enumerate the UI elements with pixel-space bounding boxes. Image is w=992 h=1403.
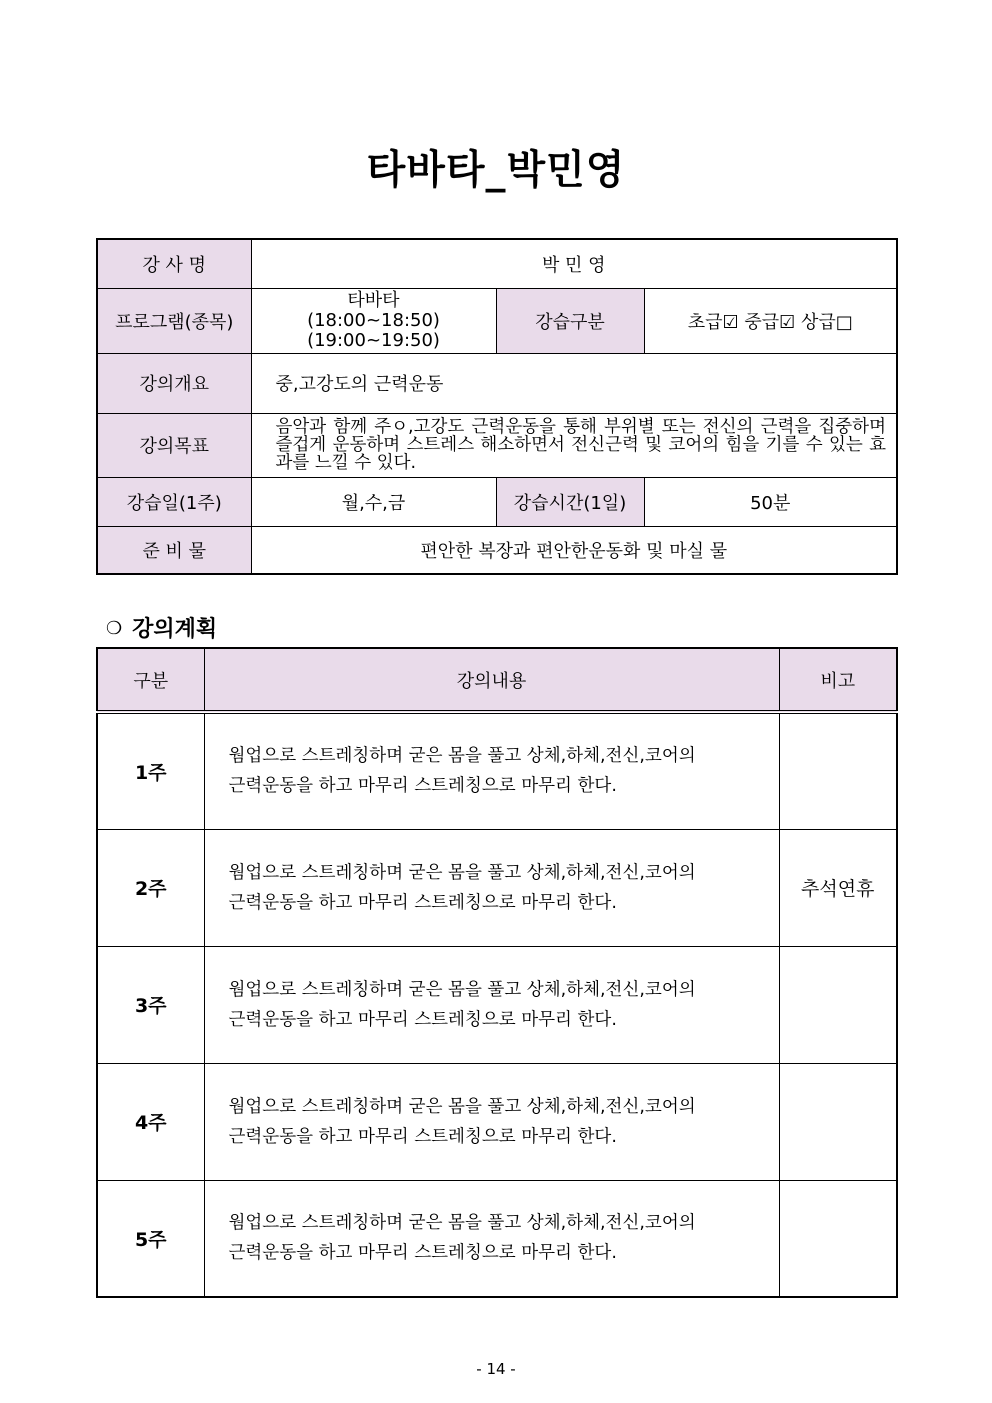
- duration-value: 50분: [644, 477, 897, 526]
- content-line: 근력운동을 하고 마무리 스트레칭으로 마무리 한다.: [228, 1126, 617, 1147]
- content-line: 근력운동을 하고 마무리 스트레칭으로 마무리 한다.: [228, 892, 617, 913]
- overview-value: 중,고강도의 근력운동: [251, 353, 897, 413]
- circle-bullet-icon: ❍: [106, 618, 123, 639]
- note-cell: [779, 946, 897, 1063]
- level-value: 초급☑ 중급☑ 상급□: [644, 288, 897, 353]
- content-line: 웜업으로 스트레칭하며 굳은 몸을 풀고 상체,하체,전신,코어의: [228, 1213, 696, 1234]
- column-header-week: 구분: [97, 648, 204, 712]
- content-cell: [204, 712, 779, 829]
- content-line: 웜업으로 스트레칭하며 굳은 몸을 풀고 상체,하체,전신,코어의: [228, 746, 696, 767]
- week-cell: 1주: [97, 712, 204, 829]
- note-cell: 추석연휴: [779, 829, 897, 946]
- note-cell: [779, 1180, 897, 1297]
- prep-label: 준 비 물: [97, 526, 251, 574]
- instructor-value: 박 민 영: [251, 239, 897, 288]
- table-row: [97, 946, 897, 1063]
- content-line: 근력운동을 하고 마무리 스트레칭으로 마무리 한다.: [228, 1243, 617, 1264]
- duration-label: 강습시간(1일): [496, 477, 644, 526]
- content-cell: [204, 829, 779, 946]
- week-cell: 4주: [97, 1063, 204, 1180]
- content-line: 근력운동을 하고 마무리 스트레칭으로 마무리 한다.: [228, 1009, 617, 1030]
- program-name: 타바타: [347, 289, 400, 311]
- overview-label: 강의개요: [97, 353, 251, 413]
- days-label: 강습일(1주): [97, 477, 251, 526]
- course-info-table: [96, 238, 898, 575]
- program-time-1: (18:00~18:50): [307, 309, 440, 331]
- program-label: 프로그램(종목): [97, 288, 251, 353]
- content-line: 웜업으로 스트레칭하며 굳은 몸을 풀고 상체,하체,전신,코어의: [228, 862, 696, 883]
- lecture-plan-table: [96, 647, 898, 1298]
- program-time-2: (19:00~19:50): [307, 329, 440, 351]
- note-cell: [779, 712, 897, 829]
- level-label: 강습구분: [496, 288, 644, 353]
- content-line: 웜업으로 스트레칭하며 굳은 몸을 풀고 상체,하체,전신,코어의: [228, 979, 696, 1000]
- days-value: 월,수,금: [251, 477, 496, 526]
- week-cell: 2주: [97, 829, 204, 946]
- prep-value: 편안한 복장과 편안한운동화 및 마실 물: [251, 526, 897, 574]
- goal-value: 음악과 함께 주ㅇ,고강도 근력운동을 통해 부위별 또는 전신의 근력을 집중하며 즐겁게 운동하며 스트레스 해소하면서 전신근력 및 코어의 힘을 기를 수 있는 효과를 느낄 수 있다.: [251, 413, 897, 477]
- section-title: 강의계획: [132, 617, 218, 642]
- page-number: - 14 -: [476, 1360, 516, 1378]
- table-row: [97, 712, 897, 829]
- note-cell: [779, 1063, 897, 1180]
- week-cell: 3주: [97, 946, 204, 1063]
- content-line: 웜업으로 스트레칭하며 굳은 몸을 풀고 상체,하체,전신,코어의: [228, 1096, 696, 1117]
- column-header-note: 비고: [779, 648, 897, 712]
- goal-label: 강의목표: [97, 413, 251, 477]
- content-cell: [204, 1063, 779, 1180]
- instructor-label: 강 사 명: [97, 239, 251, 288]
- content-line: 근력운동을 하고 마무리 스트레칭으로 마무리 한다.: [228, 776, 617, 797]
- table-row: [97, 1063, 897, 1180]
- week-cell: 5주: [97, 1180, 204, 1297]
- page-title: 타바타_박민영: [366, 147, 626, 193]
- table-row: [97, 829, 897, 946]
- section-heading: [106, 612, 217, 643]
- content-cell: [204, 946, 779, 1063]
- table-row: [97, 1180, 897, 1297]
- column-header-content: 강의내용: [204, 648, 779, 712]
- program-value: [251, 288, 496, 353]
- content-cell: [204, 1180, 779, 1297]
